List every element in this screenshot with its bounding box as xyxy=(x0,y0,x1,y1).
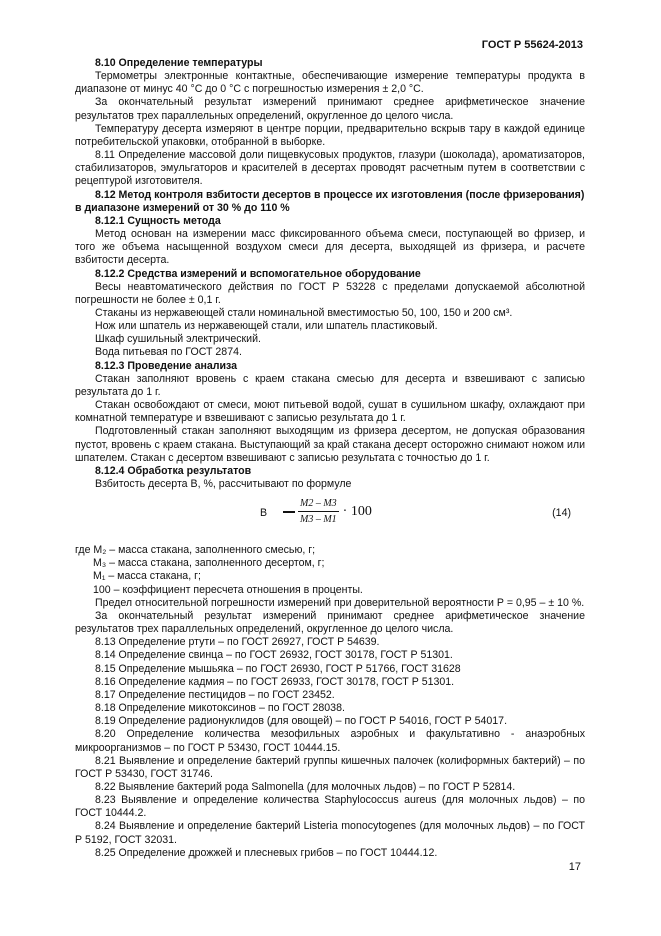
paragraph: За окончательный результат измерений принимают среднее арифметическое значение результатов трех параллельных определений, округленное до целого числа. xyxy=(75,609,585,636)
paragraph: Метод основан на измерении масс фиксированного объема смеси, поступающей во фризер, и того же объема насыщенной воздухом смеси для десерта, выходящей из фризера, и расчете взбитости десерта. xyxy=(75,228,585,267)
paragraph: Взбитость десерта В, %, рассчитывают по формуле xyxy=(95,478,352,490)
paragraph: Нож или шпатель из нержавеющей стали, или шпатель пластиковый. xyxy=(95,320,438,333)
formula-numerator: M2 – M3 xyxy=(298,497,339,512)
legend-row: где М₂ – масса стакана, заполненного смесью, г; xyxy=(75,544,316,557)
formula-label: В xyxy=(260,507,268,520)
formula-number: (14) xyxy=(552,507,571,520)
legend-row: 100 – коэффициент пересчета отношения в проценты. xyxy=(93,583,363,596)
section-heading: 8.12.4 Обработка результатов xyxy=(95,464,252,477)
paragraph: Вода питьевая по ГОСТ 2874. xyxy=(95,346,242,359)
legend-row: М₃ – масса стакана, заполненного десертом, г; xyxy=(93,557,325,570)
paragraph: 8.21 Выявление и определение бактерий группы кишечных палочек (колиформных бактерий) – по ГОСТ Р 53430, ГОСТ 31746. xyxy=(75,754,585,780)
section-heading: 8.12.3 Проведение анализа xyxy=(95,359,238,372)
legend-row: М₁ – масса стакана, г; xyxy=(93,570,201,583)
paragraph: Весы неавтоматического действия по ГОСТ Р 53228 с пределами допускаемой абсолютной погрешности не более ± 0,1 г. xyxy=(75,280,585,306)
paragraph: Стакан освобождают от смеси, моют питьевой водой, сушат в сушильном шкафу, охлаждают при комнатной температуре и взвешивают с записью результата до 1 г. xyxy=(75,399,585,425)
formula-denominator: M3 – M1 xyxy=(300,514,337,526)
formula-multiplier: · 100 xyxy=(342,504,372,520)
paragraph: 8.17 Определение пестицидов – по ГОСТ 23452. xyxy=(95,688,335,701)
paragraph: Шкаф сушильный электрический. xyxy=(95,333,261,346)
paragraph: Стакан заполняют вровень с краем стакана смесью для десерта и взвешивают с записью результата до 1 г. xyxy=(75,372,585,398)
paragraph: 8.11 Определение массовой доли пищевкусовых продуктов, глазури (шоколада), ароматизаторов, стабилизаторов, эмульгаторов и красителей в десертах проводят расчетным путем в соответствии с рецептурой изготовителя. xyxy=(75,149,585,188)
paragraph: 8.14 Определение свинца – по ГОСТ 26932, ГОСТ 30178, ГОСТ Р 51301. xyxy=(95,649,453,662)
paragraph: 8.24 Выявление и определение бактерий Listeria monocytogenes (для молочных льдов) – по ГОСТ Р 5192, ГОСТ 32031. xyxy=(75,820,585,846)
paragraph: Термометры электронные контактные, обеспечивающие измерение температуры продукта в диапазоне от минус 40 °С до 0 °С с погрешностью измерения ± 2,0 °С. xyxy=(75,70,585,96)
paragraph: 8.15 Определение мышьяка – по ГОСТ 26930, ГОСТ Р 51766, ГОСТ 31628 xyxy=(95,662,461,675)
paragraph: Предел относительной погрешности измерений при доверительной вероятности Р = 0,95 – ± 10 %. xyxy=(95,596,585,609)
paragraph: 8.25 Определение дрожжей и плесневых грибов – по ГОСТ 10444.12. xyxy=(95,846,438,859)
paragraph: За окончательный результат измерений принимают среднее арифметическое значение результатов трех параллельных определений, округленное до целого числа. xyxy=(75,96,585,122)
formula-14 xyxy=(75,495,585,541)
paragraph: 8.23 Выявление и определение количества Staphylococcus aureus (для молочных льдов) – по ГОСТ 10444.2. xyxy=(75,794,585,820)
paragraph: Стаканы из нержавеющей стали номинальной вместимостью 50, 100, 150 и 200 см³. xyxy=(95,306,513,319)
document-id: ГОСТ Р 55624-2013 xyxy=(481,39,583,51)
section-heading: 8.12.1 Сущность метода xyxy=(95,214,221,227)
paragraph: Температуру десерта измеряют в центре порции, предварительно вскрыв тару в каждой единице потребительской упаковки, отобранной в выборке. xyxy=(75,122,585,148)
formula-legend xyxy=(75,544,585,597)
section-heading: 8.12.2 Средства измерений и вспомогательное оборудование xyxy=(95,267,421,280)
paragraph: 8.19 Определение радионуклидов (для овощей) – по ГОСТ Р 54016, ГОСТ Р 54017. xyxy=(95,715,508,728)
page-content xyxy=(75,57,585,860)
page-number: 17 xyxy=(568,861,581,873)
formula-fraction xyxy=(298,497,339,526)
paragraph: Подготовленный стакан заполняют выходящим из фризера десертом, не допуская образования пустот, вровень с краем стакана. Выступающий за край стакана десерт осторожно снимают ножом или шпателем. Стакан с десертом взвешивают с записью результата с точностью до 1 г. xyxy=(75,425,585,464)
formula-expression xyxy=(283,497,372,526)
section-heading: 8.12 Метод контроля взбитости десертов в процессе их изготовления (после фризерования) в диапазоне измерений от 30 % до 110 % xyxy=(75,188,585,214)
equals-sign xyxy=(283,511,295,513)
paragraph: 8.18 Определение микотоксинов – по ГОСТ 28038. xyxy=(95,702,345,715)
paragraph: 8.16 Определение кадмия – по ГОСТ 26933, ГОСТ 30178, ГОСТ Р 51301. xyxy=(95,675,455,688)
paragraph: 8.13 Определение ртути – по ГОСТ 26927, ГОСТ Р 54639. xyxy=(95,636,380,649)
section-heading: 8.10 Определение температуры xyxy=(95,57,263,69)
text-section-after-formula xyxy=(75,597,585,860)
text-section-before-formula xyxy=(75,57,585,491)
paragraph: 8.22 Выявление бактерий рода Salmonella (для молочных льдов) – по ГОСТ Р 52814. xyxy=(95,780,516,793)
paragraph: 8.20 Определение количества мезофильных аэробных и факультативно - анаэробных микроорганизмов – по ГОСТ Р 53430, ГОСТ 10444.15. xyxy=(75,728,585,754)
